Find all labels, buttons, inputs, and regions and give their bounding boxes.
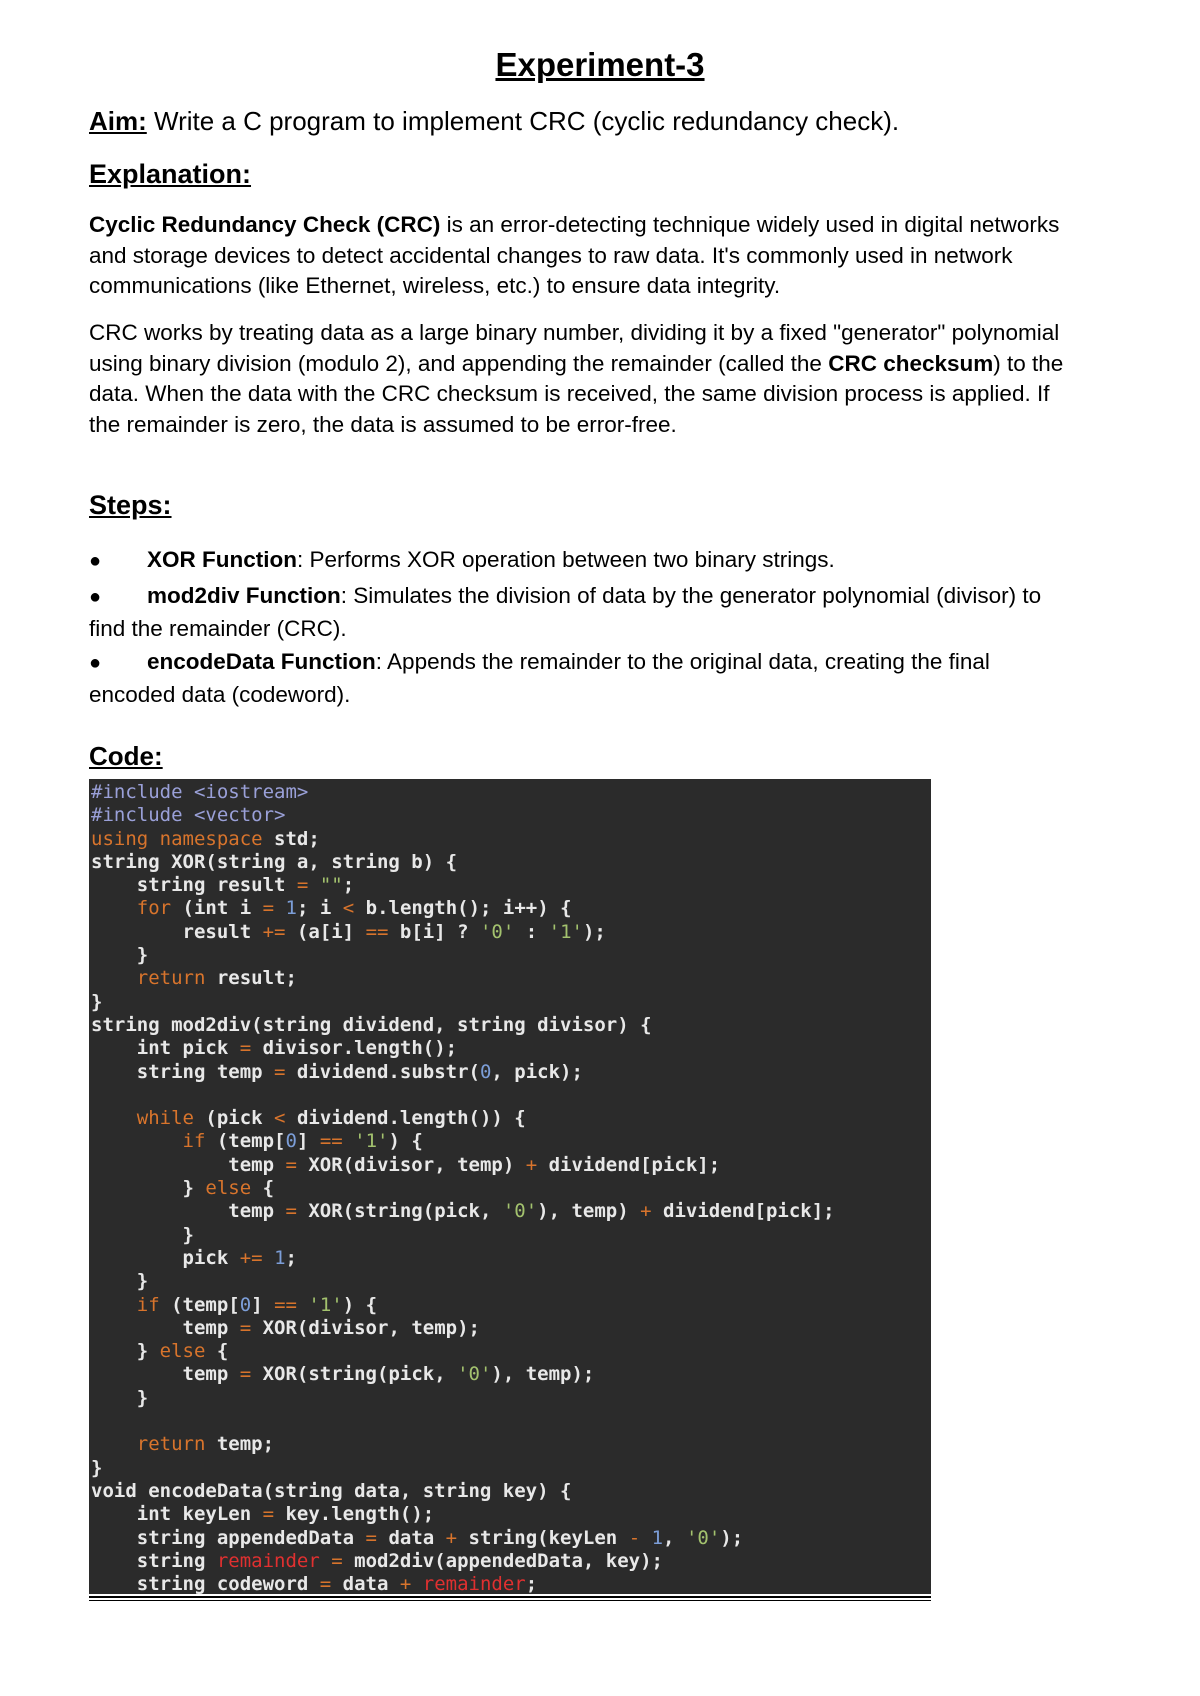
explanation-paragraph-1	[89, 210, 1079, 302]
aim-text: Write a C program to implement CRC (cyclic redundancy check).	[146, 106, 900, 136]
explanation-p1-text: is an error-detecting technique widely used in digital networks and storage devices to detect accidental changes to raw data. It's commonly used in network communications (like Ethernet, wireless, etc.) to ensure data integrity.	[89, 212, 1060, 298]
explanation-p2-text-a: CRC works by treating data as a large binary number, dividing it by a fixed "generator" polynomial using binary division (modulo 2), and appending the remainder (called the	[89, 320, 1060, 376]
code-block-rule	[89, 1596, 931, 1598]
step-name: mod2div Function	[147, 583, 341, 608]
code-line: }	[91, 1386, 149, 1409]
step-text: : Simulates the division of data by the generator polynomial (divisor) to find the remainder (CRC).	[89, 583, 1042, 641]
code-line: return temp;	[136, 1433, 275, 1456]
aim-label: Aim:	[89, 106, 147, 136]
code-line: string mod2div(string dividend, string divisor) {	[91, 1013, 652, 1036]
page-title: Experiment-3	[495, 46, 705, 83]
step-item	[89, 646, 1079, 710]
code-line: string result = "";	[91, 874, 355, 897]
code-line: temp = XOR(string(pick, '0'), temp) + dividend[pick];	[91, 1200, 835, 1223]
code-line	[91, 1084, 931, 1107]
aim-line	[89, 106, 899, 137]
code-line: }	[91, 990, 103, 1013]
code-line: int pick = divisor.length();	[91, 1037, 458, 1060]
bullet-icon: ●	[89, 652, 102, 674]
code-line: }	[91, 1456, 103, 1479]
code-line: temp = XOR(divisor, temp);	[91, 1316, 480, 1339]
code-line: #include <iostream>	[91, 781, 309, 803]
code-line: string temp = dividend.substr(0, pick);	[91, 1060, 583, 1083]
explanation-heading: Explanation:	[89, 159, 252, 189]
code-line: void encodeData(string data, string key) {	[91, 1479, 572, 1502]
code-line: using namespace std;	[91, 827, 320, 850]
code-line: while (pick < dividend.length()) {	[136, 1107, 526, 1130]
code-line: string appendedData = data + string(keyLen - 1, '0');	[91, 1526, 744, 1549]
step-item	[89, 544, 1079, 577]
code-line: int keyLen = key.length();	[91, 1503, 435, 1526]
step-name: encodeData Function	[147, 649, 376, 674]
code-line: return result;	[136, 967, 297, 990]
step-text: : Appends the remainder to the original data, creating the final encoded data (codeword).	[89, 649, 990, 707]
steps-heading: Steps:	[89, 490, 172, 520]
code-block	[89, 779, 931, 1594]
explanation-p2-text-b: ) to the data. When the data with the CRC checksum is received, the same division process is applied. If the remainder is zero, the data is assumed to be error-free.	[89, 350, 1064, 437]
code-line: string remainder = mod2div(appendedData, key);	[91, 1549, 663, 1572]
step-item	[89, 580, 1079, 644]
code-line: } else {	[91, 1177, 275, 1200]
step-name: XOR Function	[147, 547, 297, 572]
code-listing	[89, 779, 931, 1594]
code-line: } else {	[91, 1340, 229, 1363]
code-line: string codeword = data + remainder;	[91, 1573, 538, 1594]
code-block-rule	[89, 1600, 931, 1601]
code-line: if (temp[0] == '1') {	[182, 1130, 423, 1153]
code-line: pick += 1;	[91, 1246, 297, 1269]
step-text: : Performs XOR operation between two binary strings.	[297, 547, 835, 572]
explanation-paragraph-2	[89, 318, 1079, 440]
code-line	[91, 1410, 931, 1433]
crc-checksum-term: CRC checksum	[828, 350, 994, 376]
code-heading: Code:	[89, 741, 163, 771]
code-line: }	[91, 1270, 149, 1293]
code-line: string XOR(string a, string b) {	[91, 850, 458, 873]
code-line: for (int i = 1; i < b.length(); i++) {	[136, 897, 572, 920]
code-line: result += (a[i] == b[i] ? '0' : '1');	[91, 920, 606, 943]
bullet-icon: ●	[89, 586, 102, 608]
code-line: #include <vector>	[91, 804, 286, 827]
code-line: temp = XOR(divisor, temp) + dividend[pick];	[91, 1153, 721, 1176]
code-line: }	[91, 1223, 194, 1246]
crc-term: Cyclic Redundancy Check (CRC)	[89, 212, 441, 237]
code-line: }	[91, 944, 149, 967]
code-line: if (temp[0] == '1') {	[136, 1293, 378, 1316]
code-line: temp = XOR(string(pick, '0'), temp);	[91, 1363, 595, 1386]
bullet-icon: ●	[89, 550, 102, 572]
